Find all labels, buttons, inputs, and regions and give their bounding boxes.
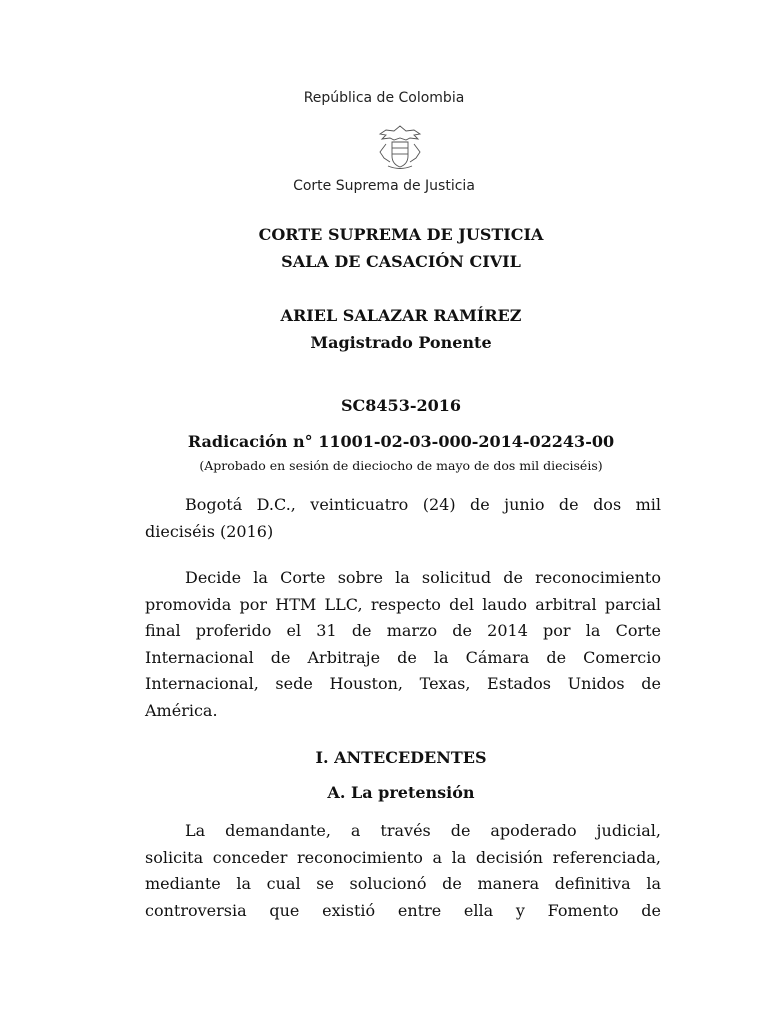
paragraph-line: América.	[145, 700, 218, 720]
judge-role: Magistrado Ponente	[310, 333, 492, 352]
paragraph-line: solicita conceder reconocimiento a la decisión referenciada,	[145, 847, 661, 867]
court-title: CORTE SUPREMA DE JUSTICIA	[258, 225, 544, 244]
claim-paragraph	[145, 818, 661, 924]
decision-paragraph	[145, 565, 661, 725]
paragraph-line: La demandante, a través de apoderado judicial,	[185, 821, 661, 840]
paragraph-line: Internacional de Arbitraje de la Cámara de Comercio	[145, 647, 661, 667]
date-paragraph	[145, 492, 661, 545]
header-court: Corte Suprema de Justicia	[293, 178, 475, 194]
section-heading: I. ANTECEDENTES	[315, 748, 487, 767]
paragraph-line: Internacional, sede Houston, Texas, Estados Unidos de	[145, 674, 661, 694]
section-subheading: A. La pretensión	[327, 783, 475, 802]
approval-note: (Aprobado en sesión de dieciocho de mayo de dos mil dieciséis)	[199, 458, 603, 473]
chamber-title: SALA DE CASACIÓN CIVIL	[281, 252, 521, 271]
header-country: República de Colombia	[303, 90, 465, 106]
paragraph-line: promovida por HTM LLC, respecto del laudo arbitral parcial	[145, 594, 661, 614]
ruling-code: SC8453-2016	[341, 396, 461, 415]
coat-of-arms-icon	[372, 122, 428, 172]
paragraph-line: controversia que existió entre ella y Fomento de	[145, 900, 661, 920]
paragraph-line: mediante la cual se solucionó de manera definitiva la	[145, 874, 661, 894]
paragraph-line: Bogotá D.C., veinticuatro (24) de junio de dos mil	[185, 495, 661, 514]
radicacion-number: Radicación n° 11001-02-03-000-2014-02243-00	[187, 432, 615, 451]
paragraph-line: final proferido el 31 de marzo de 2014 por la Corte	[145, 621, 661, 641]
paragraph-line: Decide la Corte sobre la solicitud de reconocimiento	[185, 568, 661, 587]
paragraph-line: dieciséis (2016)	[145, 521, 274, 541]
judge-name: ARIEL SALAZAR RAMÍREZ	[280, 306, 522, 325]
